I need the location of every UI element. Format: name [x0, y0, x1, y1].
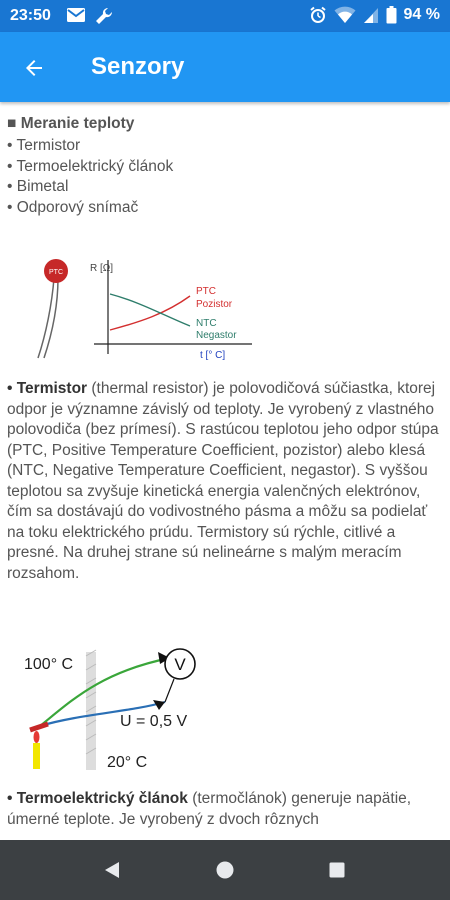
thermocouple-paragraph	[7, 789, 443, 830]
voltage-label: U = 0,5 V	[120, 713, 188, 730]
method-list	[7, 136, 173, 218]
mail-icon	[66, 6, 86, 24]
thermocouple-figure	[20, 642, 240, 772]
nav-home-button[interactable]	[210, 855, 240, 885]
battery-percent: 94 %	[403, 6, 440, 23]
arrow-back-icon	[22, 56, 46, 80]
voltmeter-label: V	[174, 655, 186, 674]
section-heading	[7, 115, 134, 133]
sensor-label: PTC	[49, 269, 63, 276]
nav-recents-button[interactable]	[322, 855, 352, 885]
wrench-icon	[94, 6, 114, 26]
content-scroll[interactable]	[0, 102, 450, 840]
ptc-curve	[110, 296, 190, 330]
ntc-curve	[110, 294, 190, 326]
thermocouple-text: (termočlánok) generuje napätie, úmerné teplote. Je vyrobený z dvoch rôznych	[7, 790, 412, 828]
thermocouple-lead: • Termoelektrický článok	[7, 790, 188, 807]
back-button[interactable]	[14, 48, 54, 88]
status-bar	[0, 0, 450, 32]
nav-recents-icon	[328, 861, 346, 879]
ptc-label: PTC	[196, 286, 216, 297]
list-item: • Termistor	[7, 137, 81, 154]
page-title: Senzory	[91, 53, 185, 80]
cold-temp-label: 20° C	[107, 754, 148, 771]
thermistor-text: (thermal resistor) je polovodičová súčiastka, ktorej odpor je významne závislý od teploty. Je vyrobený z vlastného polovodiča (bez prímesí). S rastúcou teplotou jeho odpor stúpa (PTC, Positive Temperature Coefficient, pozistor) alebo klesá (NTC, Negative Temperature Coefficient, negastor). S vyššou teplotou sa zvyšuje kinetická energia valenčných elektrónov, čím sa dostávajú do vodivostného pásma a môžu sa podielať na toku elektrického prúdu. Termistory sú rýchle, citlivé a presné. Na druhej strane sú nelineárne s malým meracím rozsahom.	[7, 380, 439, 582]
nav-bar	[0, 840, 450, 900]
nav-home-icon	[215, 860, 235, 880]
candle-flame	[34, 731, 40, 743]
thermistor-paragraph	[7, 379, 443, 584]
app-bar	[0, 32, 450, 102]
nav-back-button[interactable]	[97, 855, 127, 885]
ntc-name: Negastor	[196, 330, 237, 341]
candle	[33, 743, 40, 769]
alarm-icon	[309, 6, 327, 24]
wifi-icon	[334, 6, 356, 24]
ptc-name: Pozistor	[196, 299, 233, 310]
thermistor-figure	[30, 254, 260, 364]
x-axis-label: t [° C]	[200, 350, 226, 361]
heading-marker: ■	[7, 115, 17, 132]
thermistor-lead: • Termistor	[7, 380, 88, 397]
list-item: • Bimetal	[7, 178, 69, 195]
status-time: 23:50	[10, 7, 51, 24]
nav-back-icon	[102, 860, 122, 880]
hot-temp-label: 100° C	[24, 656, 74, 673]
signal-icon	[363, 6, 379, 24]
list-item: • Odporový snímač	[7, 198, 139, 216]
y-axis-label: R [Ω]	[90, 263, 114, 274]
battery-icon	[386, 6, 397, 24]
heading-text: Meranie teploty	[20, 115, 135, 132]
list-item: • Termoelektrický článok	[7, 157, 174, 175]
ntc-label: NTC	[196, 318, 217, 329]
